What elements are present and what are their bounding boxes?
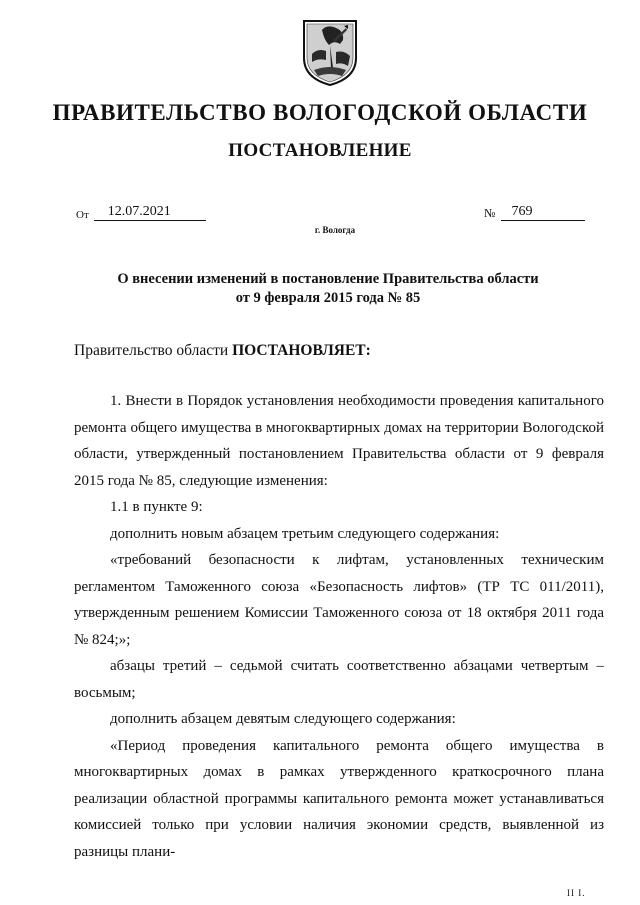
- document-number: [484, 204, 585, 221]
- city-label: г. Вологда: [314, 225, 356, 235]
- body-paragraph: абзацы третий – седьмой считать соответственно абзацами четвертым – восьмым;: [74, 658, 604, 701]
- document-subject: [88, 270, 568, 308]
- vologda-coat-of-arms-icon: [300, 18, 360, 88]
- preamble-text: Правительство области: [74, 342, 233, 359]
- date-value: 12.07.2021: [94, 204, 206, 221]
- document-body: [74, 388, 604, 865]
- document-date: [76, 204, 206, 221]
- date-prefix: От: [76, 209, 89, 221]
- page-mark: ІІ І.: [567, 888, 586, 898]
- body-paragraph: «требований безопасности к лифтам, установленных техническим регламентом Таможенного союза «Безопасность лифтов» (ТР ТС 011/2011), утвержденным решением Комиссии Таможенного союза от 18 октября 2011 года № 824;»;: [74, 552, 604, 648]
- number-prefix: №: [484, 206, 496, 220]
- organization-title: ПРАВИТЕЛЬСТВО ВОЛОГОДСКОЙ ОБЛАСТИ: [52, 100, 588, 125]
- subject-line-2: от 9 февраля 2015 года № 85: [235, 290, 421, 306]
- body-paragraph: 1.1 в пункте 9:: [110, 499, 203, 515]
- body-paragraph: дополнить новым абзацем третьим следующего содержания:: [110, 525, 500, 542]
- preamble-decree: ПОСТАНОВЛЯЕТ:: [232, 342, 371, 359]
- body-paragraph: «Период проведения капитального ремонта общего имущества в многоквартирных домах в рамках утвержденного краткосрочного плана реализации областной программы капитального ремонта может устанавливаться комиссией только при условии наличия экономии средств, выявленной из разницы плани-: [74, 737, 604, 860]
- body-paragraph: 1. Внести в Порядок установления необходимости проведения капитального ремонта общего имущества в многоквартирных домах на территории Вологодской области, утвержденный постановлением Правительства области от 9 февраля 2015 года № 85, следующие изменения:: [74, 393, 604, 489]
- document-type: ПОСТАНОВЛЕНИЕ: [228, 140, 412, 161]
- subject-line-1: О внесении изменений в постановление Правительства области: [117, 271, 539, 287]
- number-value: 769: [501, 204, 585, 221]
- preamble: [74, 342, 371, 360]
- body-paragraph: дополнить абзацем девятым следующего содержания:: [110, 711, 456, 727]
